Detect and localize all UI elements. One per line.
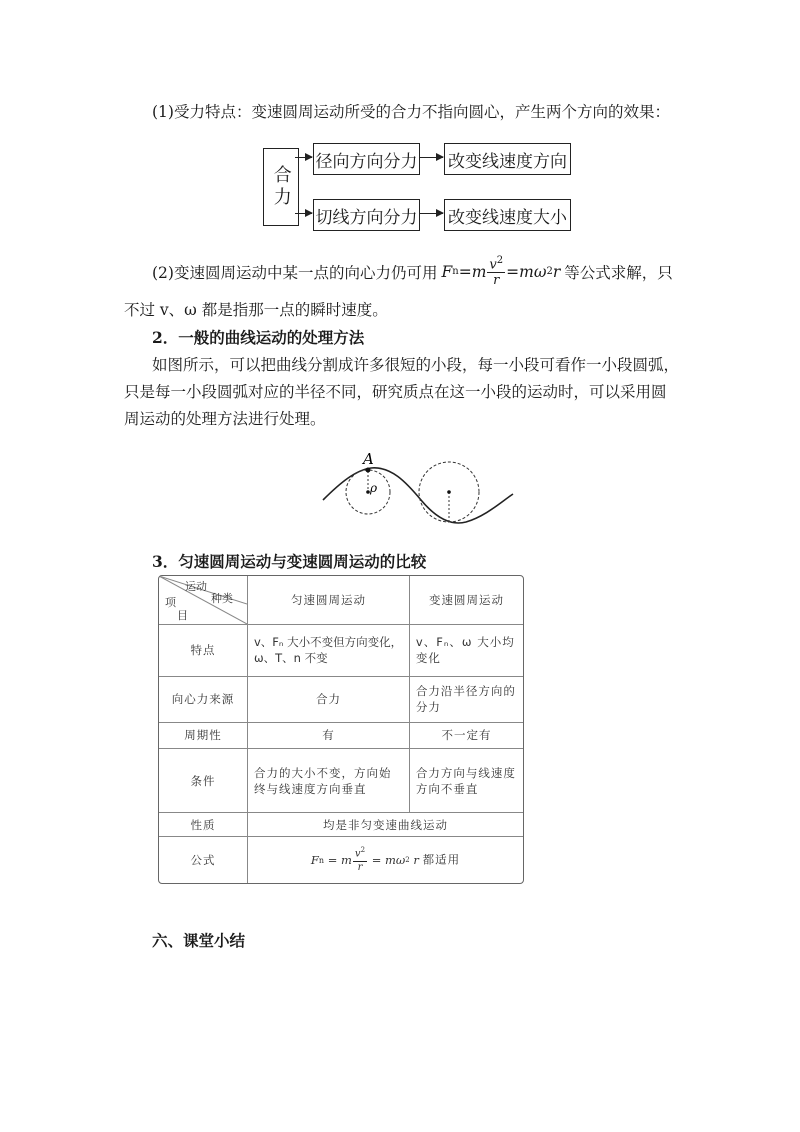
flow-branch-bottom-label: 切线方向分力 bbox=[315, 207, 418, 228]
row-label: 公式 bbox=[159, 837, 248, 883]
section-3-heading: 3．匀速圆周运动与变速圆周运动的比较 bbox=[152, 552, 427, 571]
flow-source-box bbox=[263, 148, 299, 226]
cell-uniform: 有 bbox=[248, 722, 410, 748]
comparison-table bbox=[158, 575, 524, 884]
col-header-uniform: 匀速圆周运动 bbox=[248, 576, 410, 624]
point-1-text: (1)受力特点：变速圆周运动所受的合力不指向圆心，产生两个方向的效果： bbox=[152, 103, 670, 121]
flow-arrow-bottom-1 bbox=[295, 213, 312, 214]
diag-label-left: 项 bbox=[165, 596, 176, 609]
curve-figure bbox=[321, 442, 521, 532]
centripetal-formula: F n = m $\frac{v^2}{r}$ = mω 2 r bbox=[441, 255, 561, 289]
point-2-prefix: (2)变速圆周运动中某一点的向心力仍可用 bbox=[152, 263, 438, 282]
curve-path bbox=[323, 468, 513, 523]
cell-variable: 不一定有 bbox=[409, 722, 523, 748]
row-label: 条件 bbox=[159, 749, 248, 813]
row-label: 性质 bbox=[159, 813, 248, 837]
section-2-para-2: 只是每一小段圆弧对应的半径不同，研究质点在这一小段的运动时，可以采用圆 bbox=[124, 383, 667, 401]
row-label: 向心力来源 bbox=[159, 676, 248, 722]
section-2-para-3: 周运动的处理方法进行处理。 bbox=[124, 410, 326, 428]
section-2-para-1: 如图所示，可以把曲线分割成许多很短的小段，每一小段可看作一小段圆弧， bbox=[152, 356, 680, 374]
table-row bbox=[159, 749, 523, 813]
cell-variable: 合力方向与线速度方向不垂直 bbox=[409, 749, 523, 813]
flow-arrow-top-2 bbox=[420, 157, 443, 158]
flow-source-label: 合力 bbox=[270, 165, 292, 209]
cell-uniform: 合力的大小不变，方向始终与线速度方向垂直 bbox=[248, 749, 410, 813]
table-formula: F n = m $\frac{v^2}{r}$ = mω 2 r bbox=[310, 846, 419, 873]
flow-result-top-label: 改变线速度方向 bbox=[448, 151, 567, 172]
table-row bbox=[159, 624, 523, 676]
table-header-diagonal bbox=[159, 576, 248, 624]
flow-branch-top-label: 径向方向分力 bbox=[315, 151, 418, 172]
diag-label-mid: 种类 bbox=[211, 592, 233, 605]
table-row bbox=[159, 837, 523, 883]
point-a-dot bbox=[366, 468, 371, 473]
flow-arrow-top-1 bbox=[295, 157, 312, 158]
cell-formula bbox=[248, 837, 524, 883]
flow-result-top bbox=[444, 143, 571, 175]
table-row bbox=[159, 722, 523, 748]
cell-merged: 均是非匀变速曲线运动 bbox=[248, 813, 524, 837]
flow-result-bottom-label: 改变线速度大小 bbox=[448, 207, 567, 228]
center-b-dot bbox=[447, 490, 451, 494]
cell-variable: v、Fₙ、ω 大小均变化 bbox=[409, 624, 523, 676]
col-header-variable: 变速圆周运动 bbox=[409, 576, 523, 624]
cell-variable: 合力沿半径方向的分力 bbox=[409, 676, 523, 722]
point-a-label: A bbox=[363, 450, 374, 468]
diag-label-bottom: 目 bbox=[177, 609, 188, 622]
point-2-line bbox=[152, 256, 673, 287]
row-label: 特点 bbox=[159, 624, 248, 676]
flow-result-bottom bbox=[444, 199, 571, 231]
row-label: 周期性 bbox=[159, 722, 248, 748]
table-row bbox=[159, 813, 523, 837]
flow-branch-bottom bbox=[313, 199, 420, 231]
table-row bbox=[159, 676, 523, 722]
point-3-text: 不过 v、ω 都是指那一点的瞬时速度。 bbox=[124, 301, 388, 319]
section-6-heading: 六、课堂小结 bbox=[152, 931, 246, 950]
formula-suffix: 都适用 bbox=[422, 853, 461, 868]
cell-uniform: v、Fₙ 大小不变但方向变化，ω、T、n 不变 bbox=[248, 624, 410, 676]
section-2-heading: 2．一般的曲线运动的处理方法 bbox=[152, 328, 365, 347]
flow-branch-top bbox=[313, 143, 420, 175]
flow-arrow-bottom-2 bbox=[420, 213, 443, 214]
point-2-suffix: 等公式求解，只 bbox=[564, 263, 673, 282]
radius-label: ρ bbox=[370, 481, 378, 495]
diag-label-top: 运动 bbox=[185, 580, 207, 593]
cell-uniform: 合力 bbox=[248, 676, 410, 722]
